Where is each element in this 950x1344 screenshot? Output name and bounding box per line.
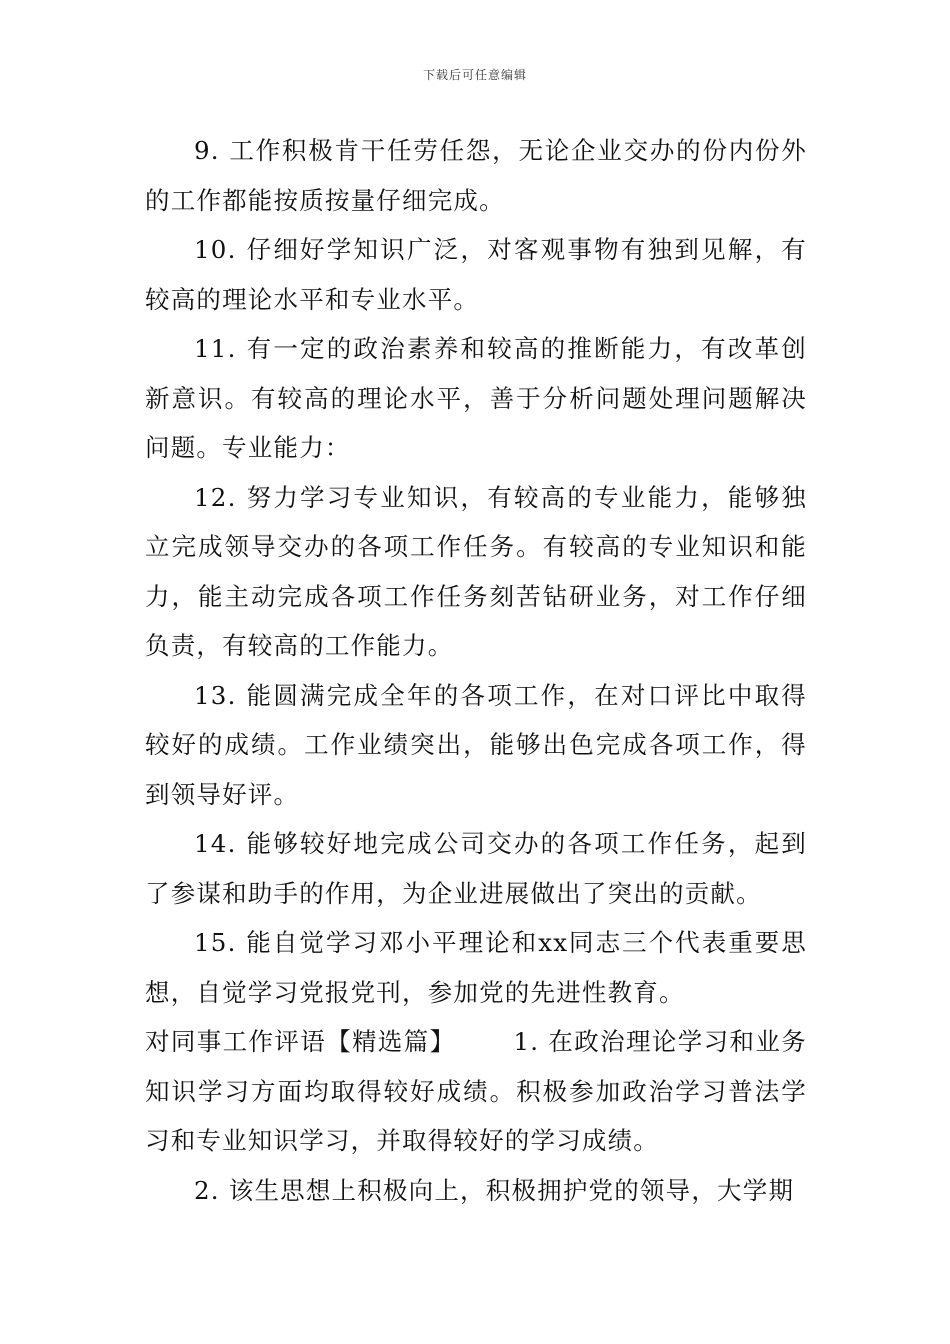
section-item-1: 1. 在政治理论学习和业务知识学习方面均取得较好成绩。积极参加政治学习普法学习和专业知识学习，并取得较好的学习成绩。 bbox=[145, 1027, 808, 1155]
document-body bbox=[145, 126, 807, 1215]
section-paragraph bbox=[145, 1017, 807, 1166]
section-title: 对同事工作评语【精选篇】 bbox=[145, 1027, 456, 1056]
paragraph-item-2: 2. 该生思想上积极向上，积极拥护党的领导，大学期 bbox=[194, 1175, 795, 1205]
paragraph-item-9: 9. 工作积极肯干任劳任怨，无论企业交办的份内份外的工作都能按质按量仔细完成。 bbox=[145, 136, 807, 215]
paragraph-item-15: 15. 能自觉学习邓小平理论和xx同志三个代表重要思想，自觉学习党报党刊，参加党的先进性教育。 bbox=[145, 928, 807, 1007]
paragraph-item-11: 11. 有一定的政治素养和较高的推断能力，有改革创新意识。有较高的理论水平，善于分析问题处理问题解决问题。专业能力： bbox=[145, 334, 807, 462]
paragraph-item-10: 10. 仔细好学知识广泛，对客观事物有独到见解，有较高的理论水平和专业水平。 bbox=[145, 235, 807, 314]
paragraph-item-14: 14. 能够较好地完成公司交办的各项工作任务，起到了参谋和助手的作用，为企业进展做出了突出的贡献。 bbox=[145, 829, 807, 908]
paragraph-item-12: 12. 努力学习专业知识，有较高的专业能力，能够独立完成领导交办的各项工作任务。有较高的专业知识和能力，能主动完成各项工作任务刻苦钻研业务，对工作仔细负责，有较高的工作能力。 bbox=[145, 482, 807, 660]
paragraph-item-13: 13. 能圆满完成全年的各项工作，在对口评比中取得较好的成绩。工作业绩突出，能够出色完成各项工作，得到领导好评。 bbox=[145, 680, 807, 809]
page-header: 下载后可任意编辑 bbox=[422, 68, 527, 82]
